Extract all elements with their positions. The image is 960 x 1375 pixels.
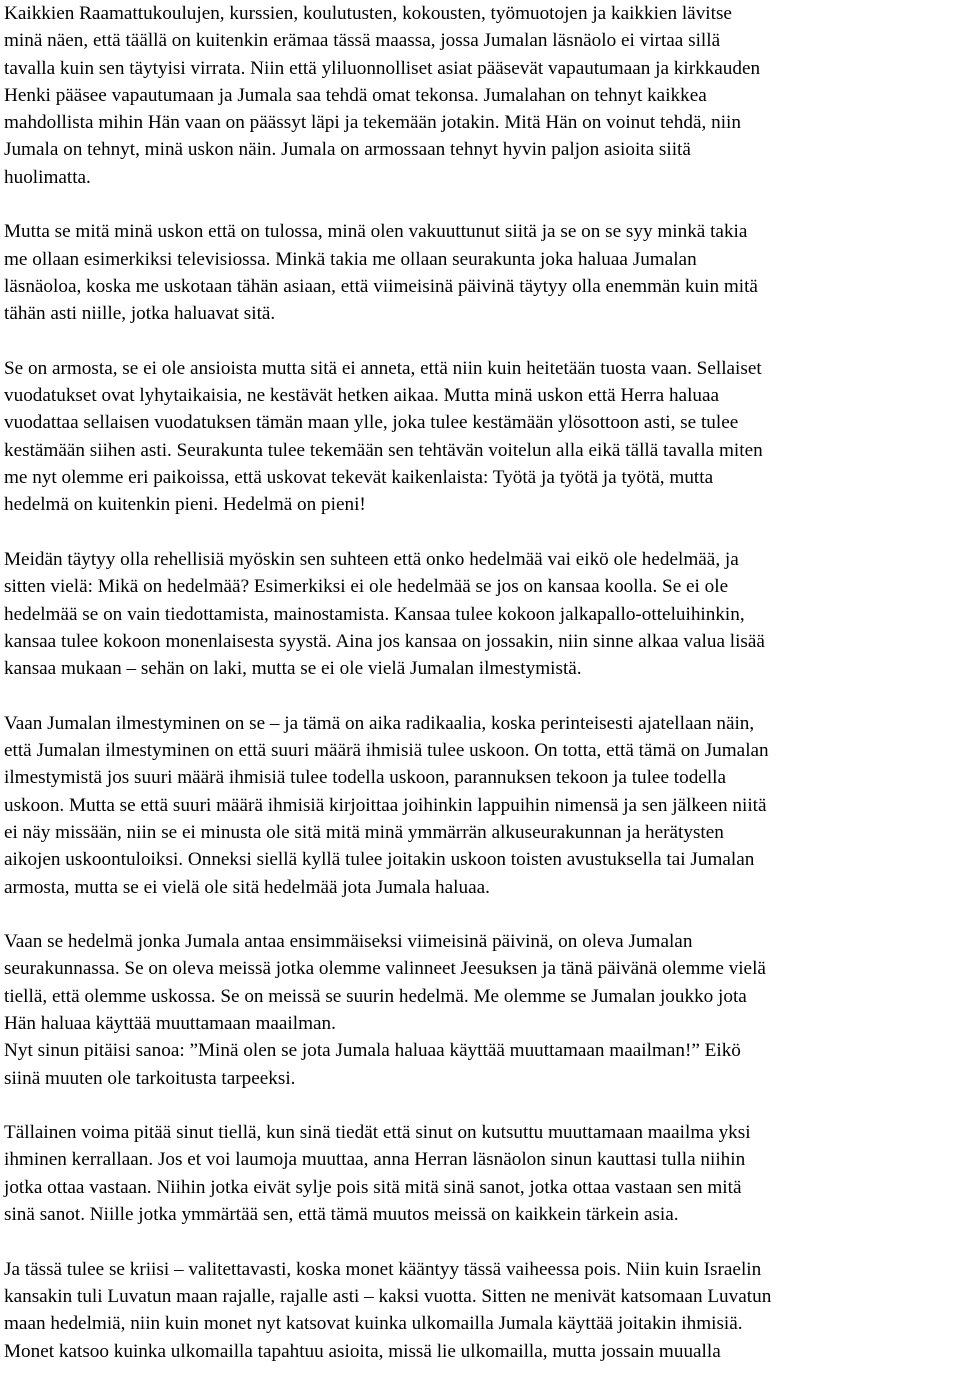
paragraph-1: Kaikkien Raamattukoulujen, kurssien, koulutusten, kokousten, työmuotojen ja kaikkien lävitse minä näen, että täällä on kuitenkin erämaa tässä maassa, jossa Jumalan läsnäolo ei virtaa sillä tavalla kuin sen täytyisi virrata. Niin että yliluonnolliset asiat pääsevät vapautumaan ja kirkkauden Henki pääsee vapautumaan ja Jumala saa tehdä omat tekonsa. Jumalahan on tehnyt kaikkea mahdollista mihin Hän vaan on päässyt läpi ja tekemään jotakin. Mitä Hän on voinut tehdä, niin Jumala on tehnyt, minä uskon näin. Jumala on armossaan tehnyt hyvin paljon asioita siitä huolimatta. — [4, 3, 761, 188]
paragraph-5: Vaan Jumalan ilmestyminen on se – ja tämä on aika radikaalia, koska perinteisesti ajatellaan näin, että Jumalan ilmestyminen on että suuri määrä ihmisiä tulee uskoon. On totta, että tämä on Jumalan ilmestymistä jos suuri määrä ihmisiä tulee todella uskoon, parannuksen tekoon ja tulee todella uskoon. Mutta se että suuri määrä ihmisiä kirjoittaa joihinkin lappuihin nimensä ja sen jälkeen niitä ei näy missään, niin se ei minusta ole sitä mitä minä ymmärrän alkuseurakunnan ja herätysten aikojen uskoontuloiksi. Onneksi siellä kyllä tulee joitakin uskoon toisten avustuksella tai Jumalan armosta, mutta se ei vielä ole sitä hedelmää jota Jumala haluaa. — [4, 712, 769, 898]
paragraph-4: Meidän täytyy olla rehellisiä myöskin sen suhteen että onko hedelmää vai eikö ole hedelmää, ja sitten vielä: Mikä on hedelmää? Esimerkiksi ei ole hedelmää se jos on kansaa koolla. Se ei ole hedelmää se on vain tiedottamista, mainostamista. Kansaa tulee kokoon jalkapallo-otteluihinkin, kansaa tulee kokoon monenlaisesta syystä. Aina jos kansaa on jossakin, niin sinne alkaa valua lisää kansaa mukaan – sehän on laki, mutta se ei ole vielä Jumalan ilmestymistä. — [4, 548, 765, 680]
paragraph-2: Mutta se mitä minä uskon että on tulossa, minä olen vakuuttunut siitä ja se on se syy minkä takia me ollaan esimerkiksi televisiossa. Minkä takia me ollaan seurakunta joka haluaa Jumalan läsnäoloa, koska me uskotaan tähän asiaan, että viimeisinä päivinä täytyy olla enemmän kuin mitä tähän asti niille, jotka haluavat sitä. — [4, 221, 758, 325]
document-page — [4, 0, 958, 1365]
paragraph-7: Nyt sinun pitäisi sanoa: ”Minä olen se jota Jumala haluaa käyttää muuttamaan maailman!” Eikö siinä muuten ole tarkoitusta tarpeeksi. — [4, 1040, 741, 1089]
paragraph-8: Tällainen voima pitää sinut tiellä, kun sinä tiedät että sinut on kutsuttu muuttamaan maailma yksi ihminen kerrallaan. Jos et voi laumoja muuttaa, anna Herran läsnäolon sinun kauttasi tulla niihin jotka ottaa vastaan. Niihin jotka eivät sylje pois sitä mitä sinä sanot, jotka ottaa vastaan sen mitä sinä sanot. Niille jotka ymmärtää sen, että tämä muutos meissä on kaikkein tärkein asia. — [4, 1122, 751, 1226]
paragraph-6: Vaan se hedelmä jonka Jumala antaa ensimmäiseksi viimeisinä päivinä, on oleva Jumalan seurakunnassa. Se on oleva meissä jotka olemme valinneet Jeesuksen ja tänä päivänä olemme vielä tiellä, että olemme uskossa. Se on meissä se suurin hedelmä. Me olemme se Jumalan joukko jota Hän haluaa käyttää muuttamaan maailman. — [4, 931, 766, 1034]
paragraph-3: Se on armosta, se ei ole ansioista mutta sitä ei anneta, että niin kuin heitetään tuosta vaan. Sellaiset vuodatukset ovat lyhytaikaisia, ne kestävät hetken aikaa. Mutta minä uskon että Herra haluaa vuodattaa sellaisen vuodatuksen tämän maan ylle, joka tulee kestämään ylösottoon asti, se tulee kestämään siihen asti. Seurakunta tulee tekemään sen tehtävän voitelun alla eikä tällä tavalla miten me nyt olemme eri paikoissa, että uskovat tekevät kaikenlaista: Työtä ja työtä ja työtä, mutta hedelmä on kuitenkin pieni. Hedelmä on pieni! — [4, 357, 763, 516]
paragraph-9: Ja tässä tulee se kriisi – valitettavasti, koska monet kääntyy tässä vaiheessa pois. Niin kuin Israelin kansakin tuli Luvatun maan rajalle, rajalle asti – kaksi vuotta. Sitten ne menivät katsomaan Luvatun maan hedelmiä, niin kuin monet nyt katsovat kuinka ulkomailla Jumala käyttää joitakin ihmisiä. Monet katsoo kuinka ulkomailla tapahtuu asioita, missä lie ulkomailla, mutta jossain muualla — [4, 1258, 772, 1362]
